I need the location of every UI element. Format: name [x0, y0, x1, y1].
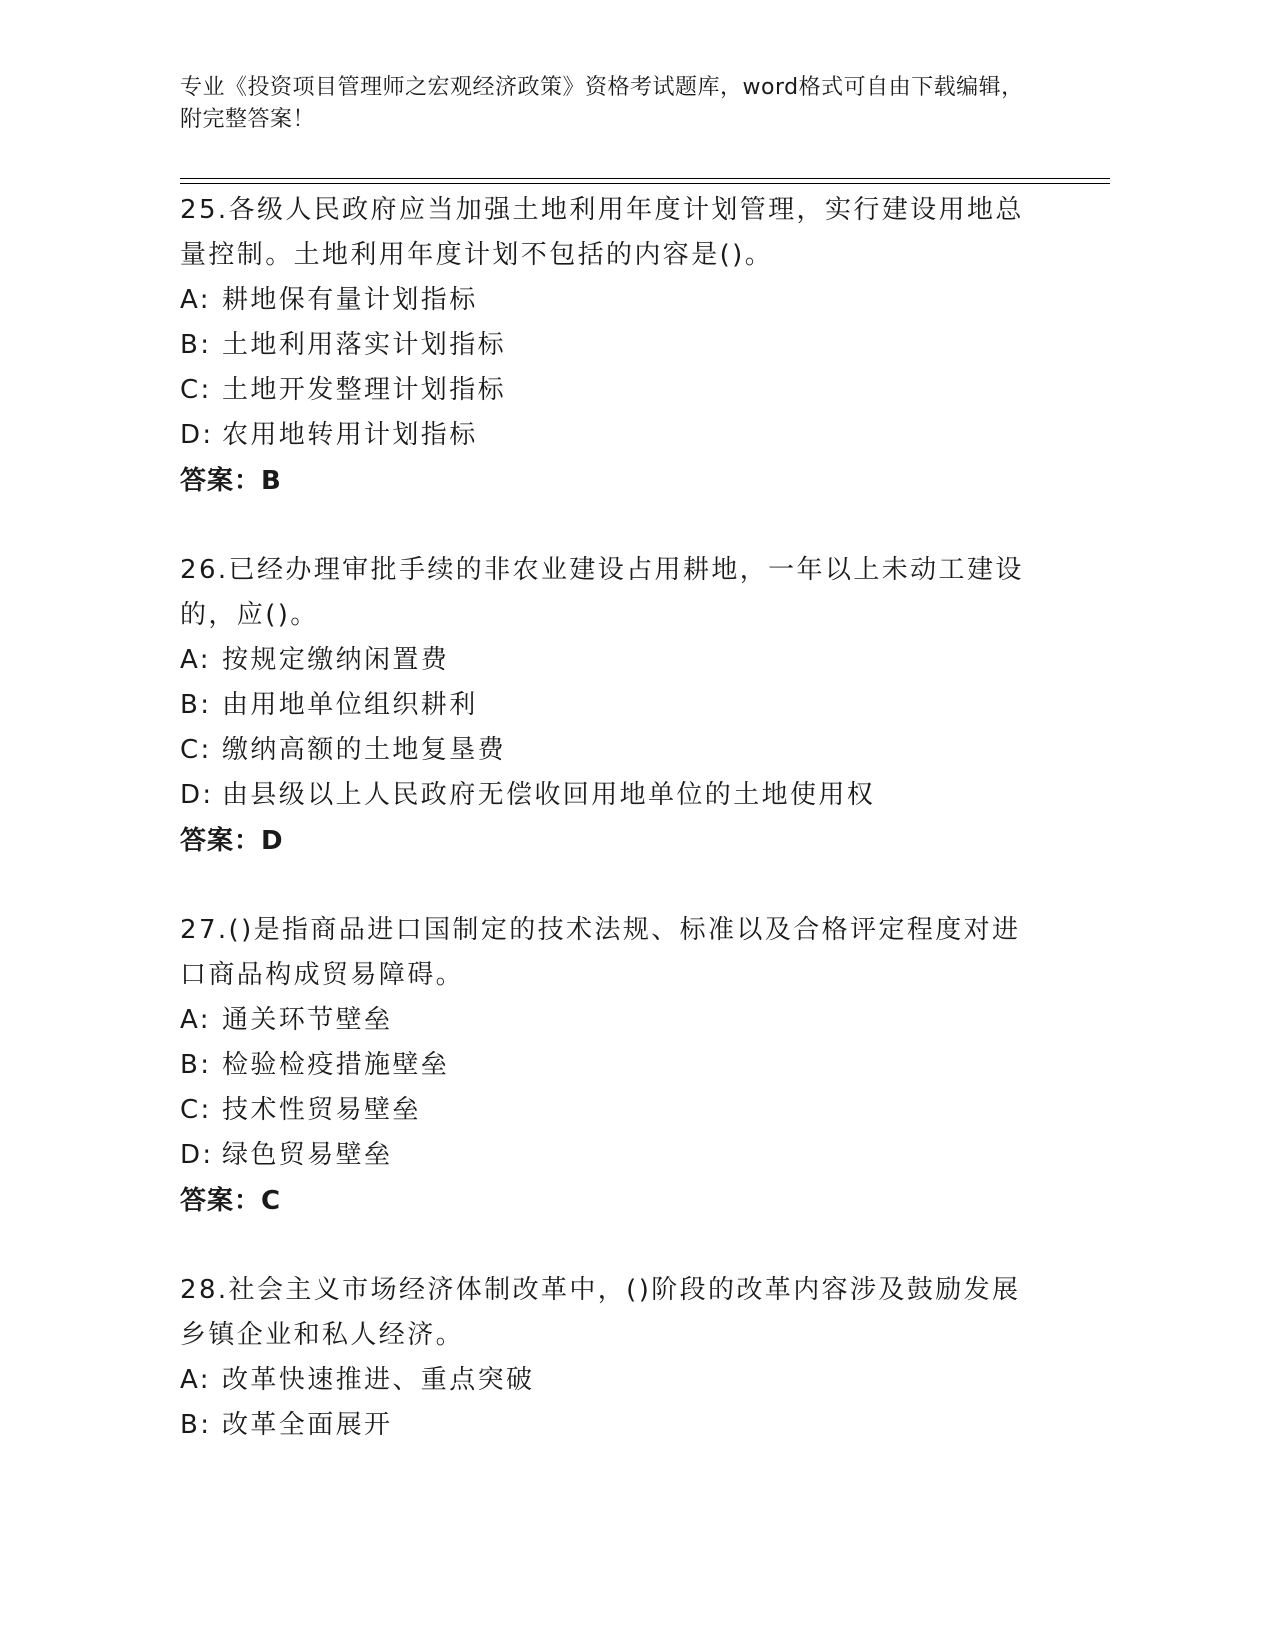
option-d [180, 413, 1040, 458]
option-letter: B: [180, 1410, 212, 1440]
option-letter: A: [180, 1365, 211, 1395]
option-a [180, 278, 1040, 323]
option-text: 农用地转用计划指标 [222, 420, 478, 450]
option-letter: D: [180, 780, 214, 810]
option-d [180, 1133, 1040, 1178]
option-text: 改革快速推进、重点突破 [222, 1365, 535, 1395]
option-letter: D: [180, 1140, 214, 1170]
option-text: 耕地保有量计划指标 [222, 285, 478, 315]
option-text: 通关环节壁垒 [222, 1005, 393, 1035]
question-stem: 28.社会主义市场经济体制改革中，()阶段的改革内容涉及鼓励发展乡镇企业和私人经济。 [180, 1275, 1021, 1350]
option-c [180, 1088, 1040, 1133]
option-text: 土地利用落实计划指标 [222, 330, 507, 360]
option-text: 绿色贸易壁垒 [222, 1140, 393, 1170]
option-a [180, 1358, 1040, 1403]
question-stem: 25.各级人民政府应当加强土地利用年度计划管理，实行建设用地总量控制。土地利用年度计划不包括的内容是()。 [180, 195, 1024, 270]
option-d [180, 773, 1040, 818]
option-letter: C: [180, 735, 212, 765]
option-b [180, 683, 1040, 728]
option-letter: B: [180, 1050, 212, 1080]
question-27 [180, 908, 1040, 1224]
option-text: 按规定缴纳闲置费 [222, 645, 450, 675]
header-divider-bottom [180, 183, 1110, 184]
question-25 [180, 188, 1040, 504]
option-a [180, 638, 1040, 683]
option-letter: B: [180, 690, 212, 720]
option-c [180, 368, 1040, 413]
question-stem: 27.()是指商品进口国制定的技术法规、标准以及合格评定程度对进口商品构成贸易障碍。 [180, 915, 1021, 990]
option-letter: A: [180, 285, 211, 315]
option-text: 由用地单位组织耕利 [222, 690, 478, 720]
option-text: 改革全面展开 [222, 1410, 393, 1440]
option-text: 缴纳高额的土地复垦费 [222, 735, 507, 765]
option-letter: C: [180, 375, 212, 405]
question-stem: 26.已经办理审批手续的非农业建设占用耕地，一年以上未动工建设的，应()。 [180, 555, 1024, 630]
answer-line: 答案：D [180, 826, 284, 856]
document-page [180, 0, 1110, 1650]
option-c [180, 728, 1040, 773]
option-a [180, 998, 1040, 1043]
option-b [180, 1043, 1040, 1088]
option-text: 检验检疫措施壁垒 [222, 1050, 450, 1080]
option-letter: A: [180, 1005, 211, 1035]
option-text: 由县级以上人民政府无偿收回用地单位的土地使用权 [222, 780, 876, 810]
option-letter: D: [180, 420, 214, 450]
option-letter: A: [180, 645, 211, 675]
option-text: 土地开发整理计划指标 [222, 375, 507, 405]
answer-line: 答案：C [180, 1186, 282, 1216]
option-letter: C: [180, 1095, 212, 1125]
option-letter: B: [180, 330, 212, 360]
answer-line: 答案：B [180, 466, 282, 496]
header-note: 专业《投资项目管理师之宏观经济政策》资格考试题库，word格式可自由下载编辑，附完整答案！ [180, 75, 1024, 132]
question-26 [180, 548, 1040, 864]
option-b [180, 1403, 1040, 1448]
option-b [180, 323, 1040, 368]
header-divider-top [180, 178, 1110, 179]
question-28 [180, 1268, 1040, 1448]
option-text: 技术性贸易壁垒 [222, 1095, 421, 1125]
